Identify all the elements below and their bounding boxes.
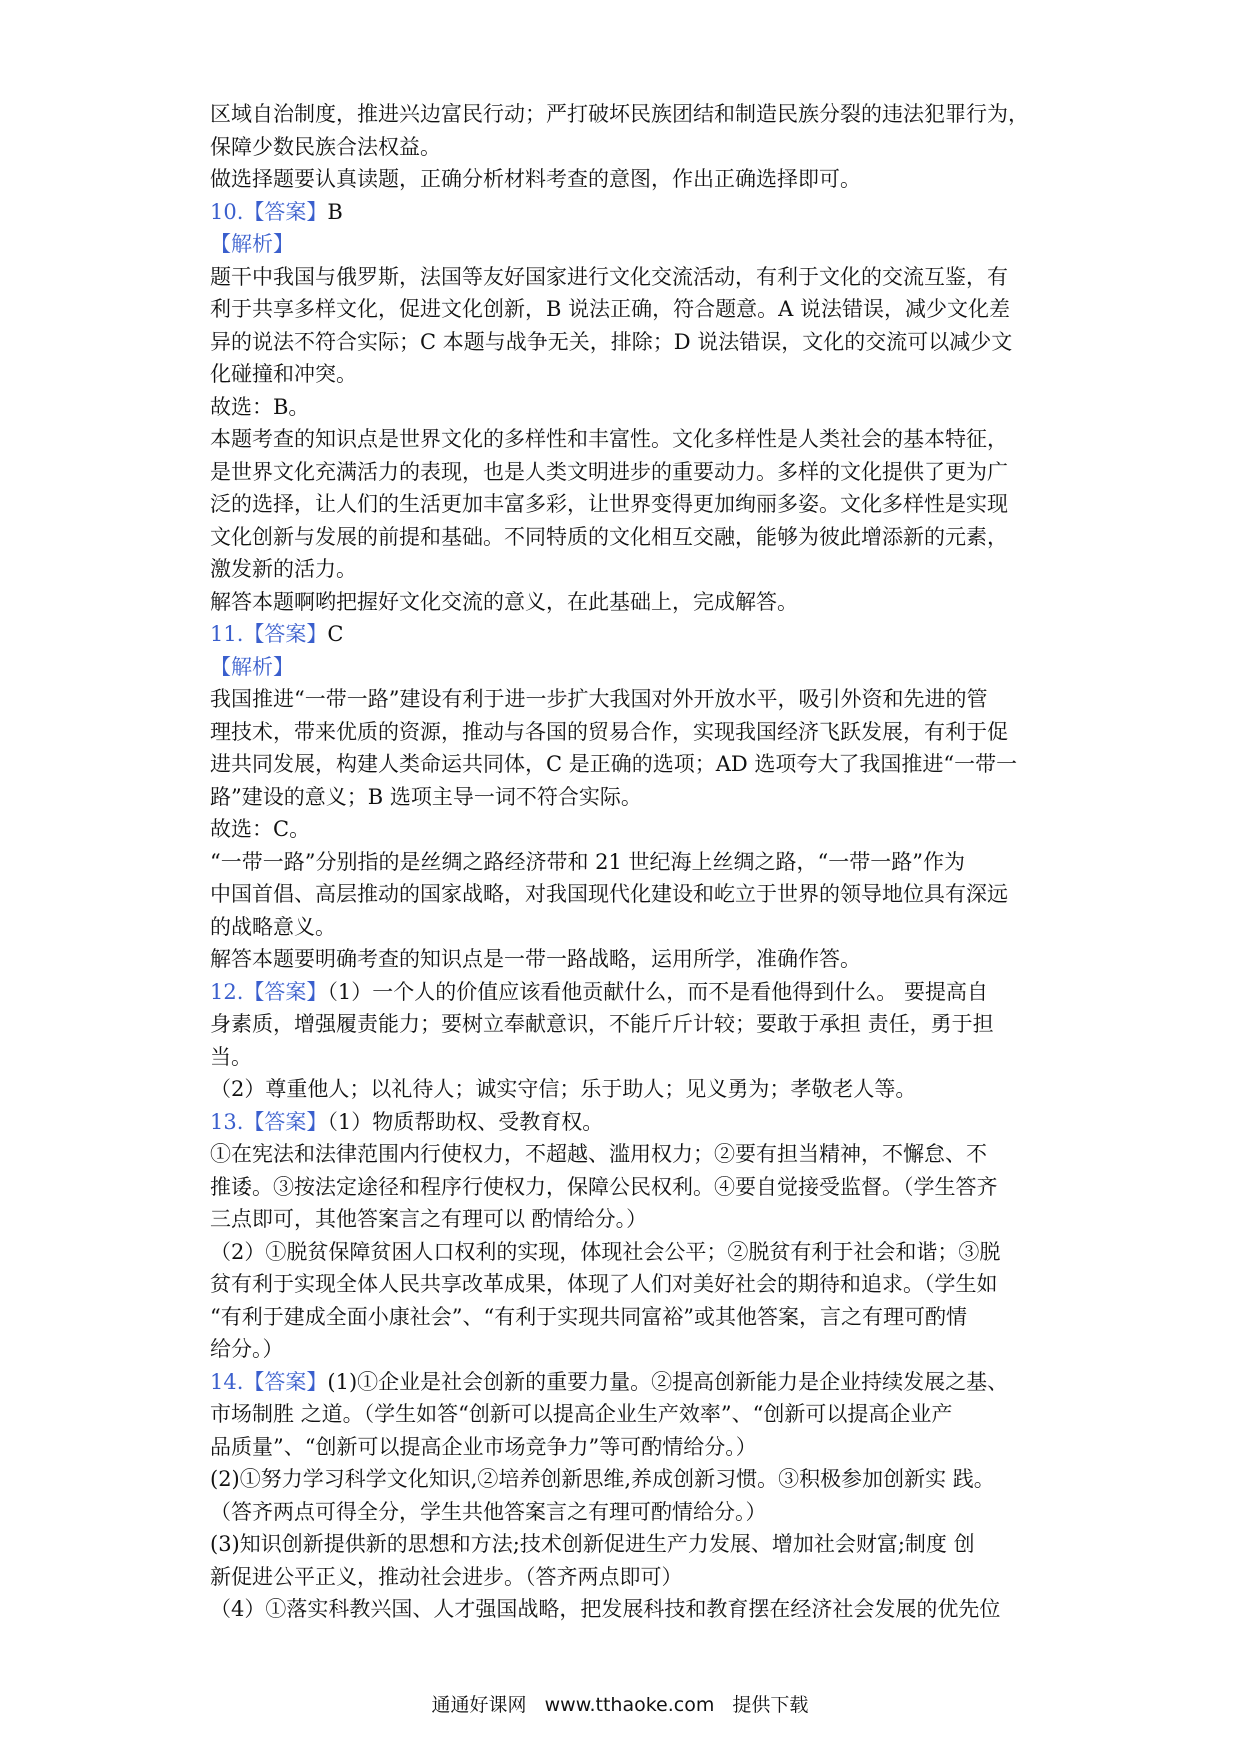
text-line bbox=[210, 131, 1040, 164]
text-line bbox=[210, 326, 1040, 359]
text-line bbox=[210, 1138, 1040, 1171]
text-line bbox=[210, 748, 1040, 781]
text-line bbox=[210, 1008, 1040, 1041]
text-line bbox=[210, 586, 1040, 619]
text-line bbox=[210, 943, 1040, 976]
text-line bbox=[210, 1333, 1040, 1366]
text-line bbox=[210, 391, 1040, 424]
text-segment: 市场制胜 之道。（学生如答“创新可以提高企业生产效率”、“创新可以提高企业产 bbox=[210, 1402, 953, 1426]
text-line bbox=[210, 1171, 1040, 1204]
text-segment: (2)①努力学习科学文化知识,②培养创新思维,养成创新习惯。③积极参加创新实 践。 bbox=[210, 1467, 995, 1491]
text-line bbox=[210, 1106, 1040, 1139]
text-segment: （2）①脱贫保障贫困人口权利的实现，体现社会公平；②脱贫有利于社会和谐；③脱 bbox=[210, 1239, 1001, 1264]
text-segment: 解答本题要明确考查的知识点是一带一路战略，运用所学，准确作答。 bbox=[210, 947, 861, 971]
text-segment: 异的说法不符合实际；C 本题与战争无关，排除；D 说法错误，文化的交流可以减少文 bbox=[210, 329, 1013, 354]
text-segment: 的战略意义。 bbox=[210, 914, 336, 939]
text-line bbox=[210, 1561, 1040, 1594]
text-segment: 品质量”、“创新可以提高企业市场竞争力”等可酌情给分。） bbox=[210, 1434, 757, 1459]
text-line bbox=[210, 1268, 1040, 1301]
text-segment: 进共同发展，构建人类命运共同体，C 是正确的选项；AD 选项夸大了我国推进“一带一 bbox=[210, 752, 1018, 776]
text-segment: 三点即可，其他答案言之有理可以 酌情给分。） bbox=[210, 1207, 648, 1231]
text-line bbox=[210, 1366, 1040, 1399]
text-line bbox=[210, 1203, 1040, 1236]
text-segment: (3)知识创新提供新的思想和方法;技术创新促进生产力发展、增加社会财富;制度 创 bbox=[210, 1532, 975, 1556]
text-segment: 是世界文化充满活力的表现，也是人类文明进步的重要动力。多样的文化提供了更为广 bbox=[210, 459, 1008, 484]
text-segment: “有利于建成全面小康社会”、“有利于实现共同富裕”或其他答案，言之有理可酌情 bbox=[210, 1304, 967, 1329]
text-line bbox=[210, 488, 1040, 521]
answer-marker: 11.【答案】 bbox=[210, 622, 328, 646]
text-segment: 题干中我国与俄罗斯，法国等友好国家进行文化交流活动，有利于文化的交流互鉴，有 bbox=[210, 264, 1008, 289]
answer-marker: 【解析】 bbox=[210, 654, 294, 679]
answer-marker: 10.【答案】 bbox=[210, 199, 328, 224]
text-segment: 身素质，增强履责能力；要树立奉献意识，不能斤斤计较；要敢于承担 责任，勇于担 bbox=[210, 1012, 994, 1036]
text-segment: 给分。） bbox=[210, 1337, 284, 1361]
text-line bbox=[210, 911, 1040, 944]
footer-note: 提供下载 bbox=[732, 1694, 809, 1716]
text-segment: （2）尊重他人；以礼待人；诚实守信；乐于助人；见义勇为；孝敬老人等。 bbox=[210, 1077, 917, 1101]
text-segment: 文化创新与发展的前提和基础。不同特质的文化相互交融，能够为彼此增添新的元素， bbox=[210, 524, 1008, 549]
text-line bbox=[210, 1301, 1040, 1334]
text-segment: 贫有利于实现全体人民共享改革成果，体现了人们对美好社会的期待和追求。（学生如 bbox=[210, 1272, 998, 1296]
text-segment: 故选：B。 bbox=[210, 394, 310, 419]
text-line bbox=[210, 1236, 1040, 1269]
text-segment: 解答本题啊哟把握好文化交流的意义，在此基础上，完成解答。 bbox=[210, 589, 798, 614]
text-segment: 新促进公平正义，推动社会进步。（答齐两点即可） bbox=[210, 1564, 683, 1589]
text-line bbox=[210, 228, 1040, 261]
text-segment: 利于共享多样文化，促进文化创新，B 说法正确，符合题意。A 说法错误，减少文化差 bbox=[210, 297, 1010, 321]
text-segment: （1）物质帮助权、受教育权。 bbox=[327, 1109, 604, 1134]
text-segment: 化碰撞和冲突。 bbox=[210, 362, 357, 386]
text-segment: 故选：C。 bbox=[210, 817, 311, 841]
text-segment: （1）一个人的价值应该看他贡献什么，而不是看他得到什么。 要提高自 bbox=[327, 979, 988, 1004]
text-line bbox=[210, 521, 1040, 554]
text-line bbox=[210, 976, 1040, 1009]
text-line bbox=[210, 358, 1040, 391]
text-segment: 做选择题要认真读题，正确分析材料考查的意图，作出正确选择即可。 bbox=[210, 167, 861, 191]
text-line bbox=[210, 1528, 1040, 1561]
text-segment: ①在宪法和法律范围内行使权力，不超越、滥用权力；②要有担当精神，不懈怠、不 bbox=[210, 1142, 987, 1166]
text-segment: 泛的选择，让人们的生活更加丰富多彩，让世界变得更加绚丽多姿。文化多样性是实现 bbox=[210, 492, 1008, 516]
text-segment: 我国推进“一带一路”建设有利于进一步扩大我国对外开放水平，吸引外资和先进的管 bbox=[210, 687, 988, 711]
text-line bbox=[210, 553, 1040, 586]
answer-marker: 12.【答案】 bbox=[210, 979, 328, 1004]
footer-url[interactable]: www.tthaoke.com bbox=[544, 1694, 715, 1716]
text-segment: (1)①企业是社会创新的重要力量。②提高创新能力是企业持续发展之基、 bbox=[327, 1369, 1009, 1394]
text-line bbox=[210, 1073, 1040, 1106]
answer-marker: 13.【答案】 bbox=[210, 1109, 328, 1134]
text-line bbox=[210, 261, 1040, 294]
text-line bbox=[210, 651, 1040, 684]
answer-marker: 【解析】 bbox=[210, 232, 294, 256]
text-line bbox=[210, 1431, 1040, 1464]
page-footer bbox=[0, 1690, 1240, 1717]
text-line bbox=[210, 813, 1040, 846]
text-line bbox=[210, 98, 1040, 131]
text-line bbox=[210, 1593, 1040, 1626]
text-segment: 推诿。③按法定途径和程序行使权力，保障公民权利。④要自觉接受监督。（学生答齐 bbox=[210, 1174, 998, 1199]
text-segment: 保障少数民族合法权益。 bbox=[210, 134, 441, 159]
text-line bbox=[210, 456, 1040, 489]
text-line bbox=[210, 1496, 1040, 1529]
text-line bbox=[210, 618, 1040, 651]
footer-site-name: 通通好课网 bbox=[431, 1694, 527, 1716]
text-line bbox=[210, 781, 1040, 814]
text-line bbox=[210, 163, 1040, 196]
text-line bbox=[210, 423, 1040, 456]
answer-marker: 14.【答案】 bbox=[210, 1369, 328, 1394]
text-segment: 路”建设的意义；B 选项主导一词不符合实际。 bbox=[210, 784, 642, 809]
text-line bbox=[210, 293, 1040, 326]
text-segment: C bbox=[327, 622, 344, 646]
text-segment: B bbox=[327, 199, 343, 224]
text-line bbox=[210, 196, 1040, 229]
text-segment: 激发新的活力。 bbox=[210, 557, 357, 581]
text-segment: （答齐两点可得全分，学生共他答案言之有理可酌情给分。） bbox=[210, 1499, 767, 1524]
text-line bbox=[210, 716, 1040, 749]
text-segment: 区域自治制度，推进兴边富民行动；严打破坏民族团结和制造民族分裂的违法犯罪行为， bbox=[210, 102, 1029, 126]
text-line bbox=[210, 1463, 1040, 1496]
text-line bbox=[210, 683, 1040, 716]
text-segment: 理技术，带来优质的资源，推动与各国的贸易合作，实现我国经济飞跃发展，有利于促 bbox=[210, 719, 1008, 744]
text-line bbox=[210, 1398, 1040, 1431]
text-segment: 本题考查的知识点是世界文化的多样性和丰富性。文化多样性是人类社会的基本特征， bbox=[210, 427, 1008, 451]
text-segment: （4）①落实科教兴国、人才强国战略，把发展科技和教育摆在经济社会发展的优先位 bbox=[210, 1597, 1001, 1621]
text-segment: “一带一路”分别指的是丝绸之路经济带和 21 世纪海上丝绸之路，“一带一路”作为 bbox=[210, 849, 966, 874]
text-segment: 中国首倡、高层推动的国家战略，对我国现代化建设和屹立于世界的领导地位具有深远 bbox=[210, 882, 1008, 906]
text-line bbox=[210, 846, 1040, 879]
text-line bbox=[210, 1041, 1040, 1074]
answer-text-body bbox=[210, 98, 1040, 1626]
text-segment: 当。 bbox=[210, 1044, 252, 1069]
text-line bbox=[210, 878, 1040, 911]
